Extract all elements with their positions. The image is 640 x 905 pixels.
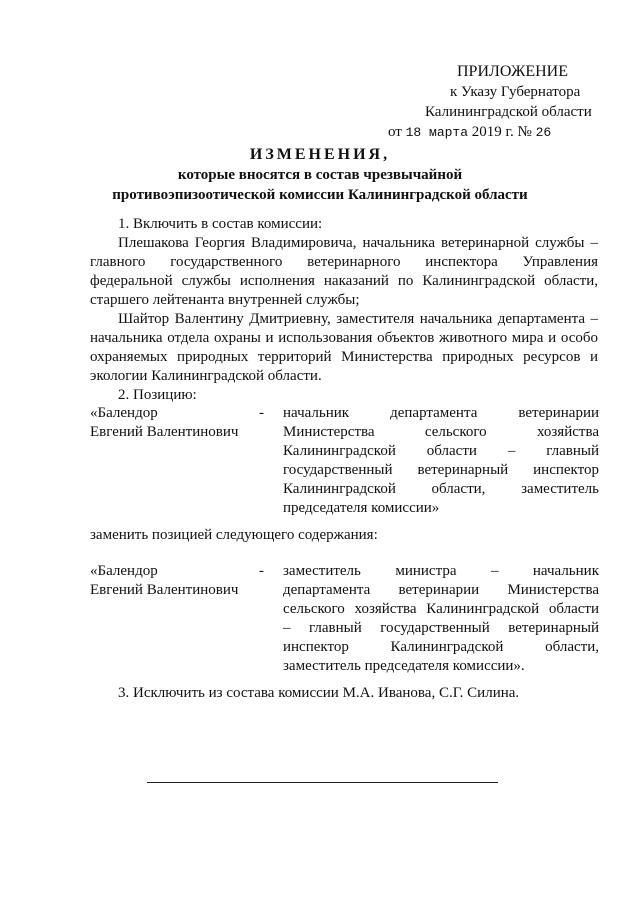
old-pos-line-2: Министерства сельского хозяйства: [283, 424, 599, 440]
decree-date-line: [388, 122, 610, 143]
old-pos-line-6: председателя комиссии»: [283, 500, 440, 516]
title-block: [100, 145, 540, 205]
number-sign: №: [517, 124, 532, 140]
new-pos-line-5: инспектор Калининградской области,: [283, 639, 599, 655]
new-pos-line-3: сельского хозяйства Калининградской области: [283, 601, 599, 617]
subtitle-line-1: которые вносятся в состав чрезвычайной: [177, 167, 463, 183]
new-name-line-2: Евгений Валентинович: [90, 582, 239, 598]
region-name: Калининградской области: [425, 104, 592, 120]
subtitle-line-2: противоэпизоотической комиссии Калининградской области: [112, 187, 528, 203]
old-name-line-2: Евгений Валентинович: [90, 424, 239, 440]
person-shaitor: Шайтор Валентину Дмитриевну, заместителя начальника департамента – начальника отдела охраны и использования объектов животного мира и особо охраняемых природных территорий Министерства природных ресурсов и экологии Калининградской области.: [90, 311, 598, 384]
old-pos-line-4: государственный ветеринарный инспектор: [283, 462, 599, 478]
changes-body: [90, 215, 598, 405]
from-word: от: [388, 124, 402, 140]
closing-rule: [147, 782, 498, 783]
old-pos-line-3: Калининградской области – главный: [283, 443, 599, 459]
old-position-dash: -: [259, 405, 264, 421]
item-3: 3. Исключить из состава комиссии М.А. Иванова, С.Г. Силина.: [118, 685, 520, 701]
old-name-line-1: «Балендор: [90, 405, 158, 421]
old-pos-line-5: Калининградской области, заместитель: [283, 481, 599, 497]
old-position-name: [90, 404, 250, 442]
appendix-header: [380, 62, 610, 143]
new-name-line-1: «Балендор: [90, 563, 158, 579]
old-pos-line-1: начальник департамента ветеринарии: [283, 405, 599, 421]
replace-instruction: заменить позицией следующего содержания:: [90, 527, 378, 543]
new-pos-line-6: заместитель председателя комиссии».: [283, 658, 525, 674]
item-1: 1. Включить в состав комиссии:: [118, 216, 323, 232]
new-position-name: [90, 562, 250, 600]
new-pos-line-4: – главный государственный ветеринарный: [283, 620, 599, 636]
new-pos-line-1: заместитель министра – начальник: [283, 563, 599, 579]
new-position-dash: -: [259, 563, 264, 579]
appendix-label: ПРИЛОЖЕНИЕ: [457, 63, 569, 80]
decree-reference: к Указу Губернатора: [450, 84, 581, 100]
item-2: 2. Позицию:: [118, 387, 197, 403]
new-pos-line-2: департамента ветеринарии Министерства: [283, 582, 599, 598]
old-position-text: [283, 404, 599, 518]
person-pleshakov: Плешакова Георгия Владимировича, начальника ветеринарной службы – главного государственного ветеринарного инспектора Управления федеральной службы исполнения наказаний по Калининградской области, старшего лейтенанта внутренней службы;: [90, 235, 598, 308]
decree-date: 18 марта: [405, 125, 469, 140]
decree-number: 26: [535, 125, 552, 140]
new-position-text: [283, 562, 599, 676]
document-title: ИЗМЕНЕНИЯ,: [249, 146, 391, 163]
decree-year: 2019 г.: [471, 124, 514, 140]
